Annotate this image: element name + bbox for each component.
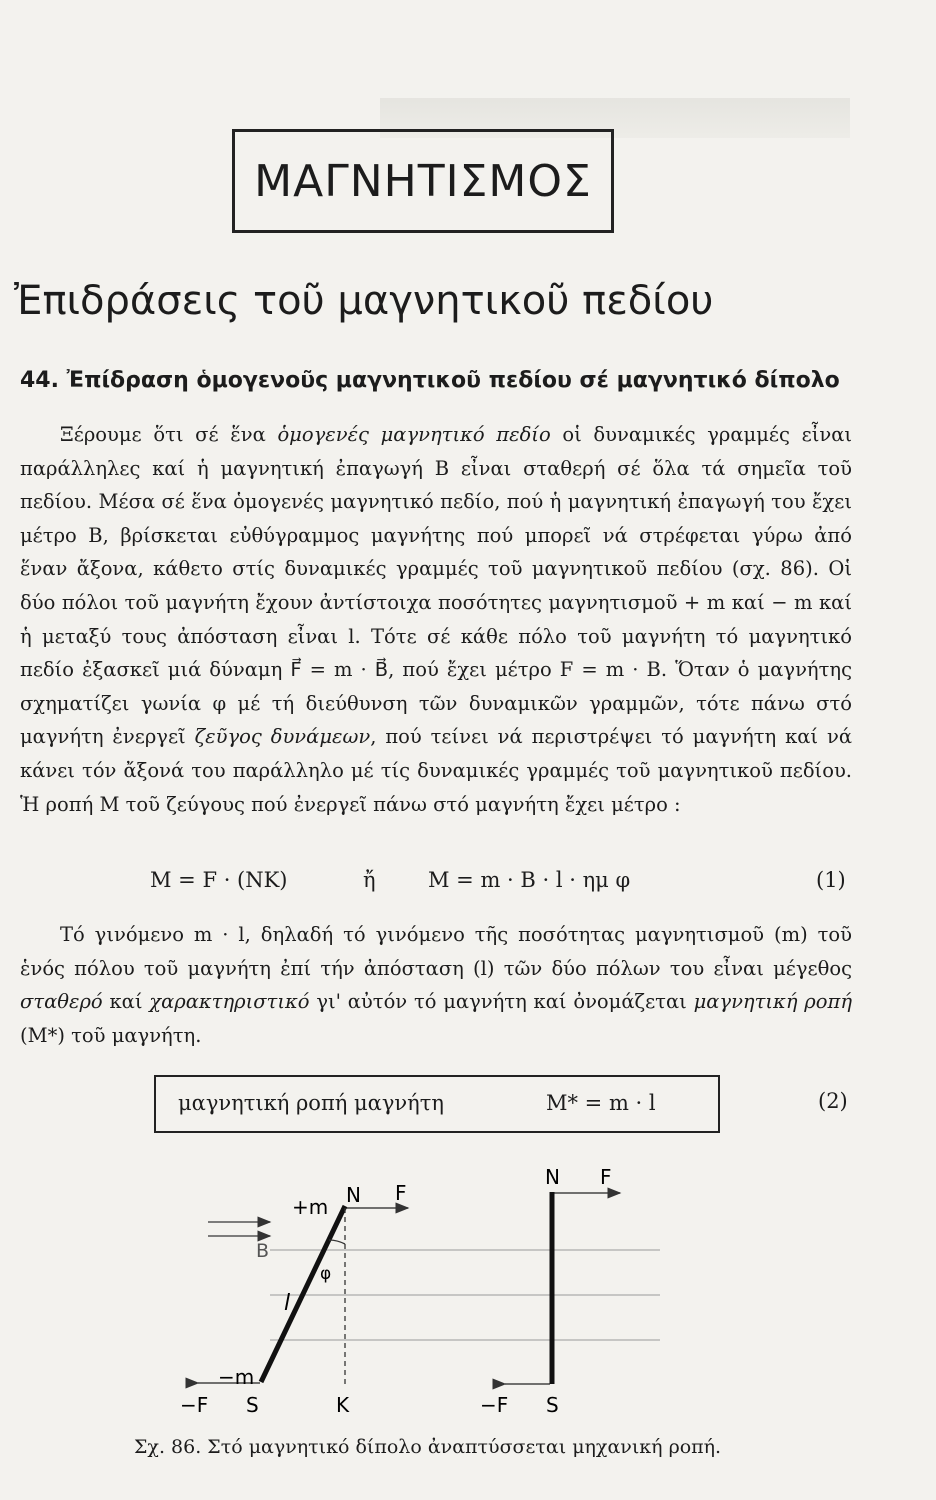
paragraph-magnetic-moment — [20, 918, 852, 1052]
label-s-left: S — [246, 1393, 259, 1417]
label-n-left: N — [346, 1183, 361, 1207]
paragraph2-start: Τό γινόμενο m · l, δηλαδή τό γινόμενο τῆς ποσότητας μαγνητισμοῦ (m) τοῦ ἑνός πόλου τοῦ μαγνήτη ἐπί τήν ἀπόσταση (l) τῶν δύο πόλων του εἶναι μέγεθος — [20, 923, 852, 980]
label-f-top-left: F — [395, 1181, 407, 1205]
paragraph1-middle: οἱ δυναμικές γραμμές εἶναι παράλληλες καί ἡ μαγνητική ἐπαγωγή B εἶναι σταθερή σέ ὅλα τά σημεῖα τοῦ πεδίου. Μέσα σέ ἕνα ὁμογενές μαγνητικό πεδίο, πού ἡ μαγνητική ἐπαγωγή του ἔχει μέτρο B, βρίσκεται εὐθύγραμμος μαγνήτης πού μπορεῖ νά στρέφεται γύρω ἀπό ἕναν ἄξονα, κάθετο στίς δυναμικές γραμμές τοῦ μαγνητικοῦ πεδίου (σχ. 86). Οἱ δύο πόλοι τοῦ μαγνήτη ἔχουν ἀντίστοιχα ποσότητες μαγνητισμοῦ + m καί − m καί ἡ μεταξύ τους ἀπόσταση εἶναι l. Τότε σέ κάθε πόλο τοῦ μαγνήτη τό μαγνητικό πεδίο ἐξασκεῖ μιά δύναμη F⃗ = m · B⃗, πού ἔχει μέτρο F = m · B. Ὅταν ὁ μαγνήτης σχηματίζει γωνία φ μέ τή διεύθυνση τῶν δυναμικῶν γραμμῶν, τότε πάνω στό μαγνήτη ἐνεργεῖ — [20, 423, 853, 749]
formula1-right: M = m · B · l · ημ φ — [428, 868, 631, 892]
label-n-right: N — [545, 1165, 560, 1189]
boxed-formula-number: (2) — [818, 1089, 848, 1113]
figure-86-diagram — [170, 1160, 690, 1430]
paragraph2-middle: γι' αὐτόν τό μαγνήτη καί ὀνομάζεται — [309, 990, 694, 1014]
angle-arc — [329, 1240, 345, 1244]
boxed-formula-expr: M* = m · l — [546, 1091, 656, 1115]
label-minus-m: −m — [218, 1365, 255, 1389]
formula1-or: ἤ — [363, 868, 376, 892]
paragraph1-term: ὁμογενές μαγνητικό πεδίο — [277, 423, 551, 446]
paragraph1-end: , πού τείνει νά περιστρέψει τό μαγνήτη καί νά κάνει τόν ἄξονά του παράλληλο μέ τίς δυναμικές γραμμές τοῦ μαγνητικοῦ πεδίου. Ἡ ροπή M τοῦ ζεύγους πού ἐνεργεῖ πάνω στό μαγνήτη ἔχει μέτρο : — [20, 725, 852, 816]
label-l: l — [284, 1291, 291, 1316]
paragraph2-term3: μαγνητική ροπή — [693, 990, 853, 1014]
label-s-right: S — [546, 1393, 559, 1417]
label-minus-f-left: −F — [180, 1393, 209, 1417]
section-heading — [20, 368, 840, 393]
section-number: 44. — [20, 368, 59, 393]
paragraph2-term2: χαρακτηριστικό — [149, 990, 310, 1014]
label-k: K — [336, 1393, 350, 1417]
chapter-title-box — [232, 129, 614, 233]
boxed-formula — [154, 1075, 720, 1133]
tilted-magnet — [261, 1206, 345, 1382]
paragraph2-term1: σταθερό — [20, 990, 103, 1014]
paragraph2-end: (M*) τοῦ μαγνήτη. — [20, 1023, 202, 1047]
label-phi: φ — [320, 1264, 332, 1284]
section-title: Ἐπίδραση ὁμογενοῦς μαγνητικοῦ πεδίου σέ μαγνητικό δίπολο — [66, 368, 840, 393]
label-b: B — [256, 1240, 270, 1262]
boxed-formula-label: μαγνητική ροπή μαγνήτη — [178, 1091, 444, 1115]
paragraph-homogeneous-field — [20, 418, 852, 821]
chapter-title: ΜΑΓΝΗΤΙΣΜΟΣ — [254, 155, 592, 207]
label-plus-m: +m — [292, 1195, 329, 1219]
paragraph1-term2: ζεῦγος δυνάμεων — [194, 725, 371, 749]
figure-caption: Σχ. 86. Στό μαγνητικό δίπολο ἀναπτύσσεται μηχανική ροπή. — [134, 1436, 722, 1458]
formula1-left: M = F · (NK) — [150, 868, 288, 892]
formula1-number: (1) — [816, 868, 846, 892]
paragraph2-and: καί — [102, 990, 150, 1014]
chapter-heading: Ἐπιδράσεις τοῦ μαγνητικοῦ πεδίου — [14, 278, 714, 324]
label-f-top-right: F — [600, 1165, 612, 1189]
paragraph1-start: Ξέρουμε ὅτι σέ ἕνα — [60, 423, 278, 446]
label-minus-f-right: −F — [480, 1393, 509, 1417]
